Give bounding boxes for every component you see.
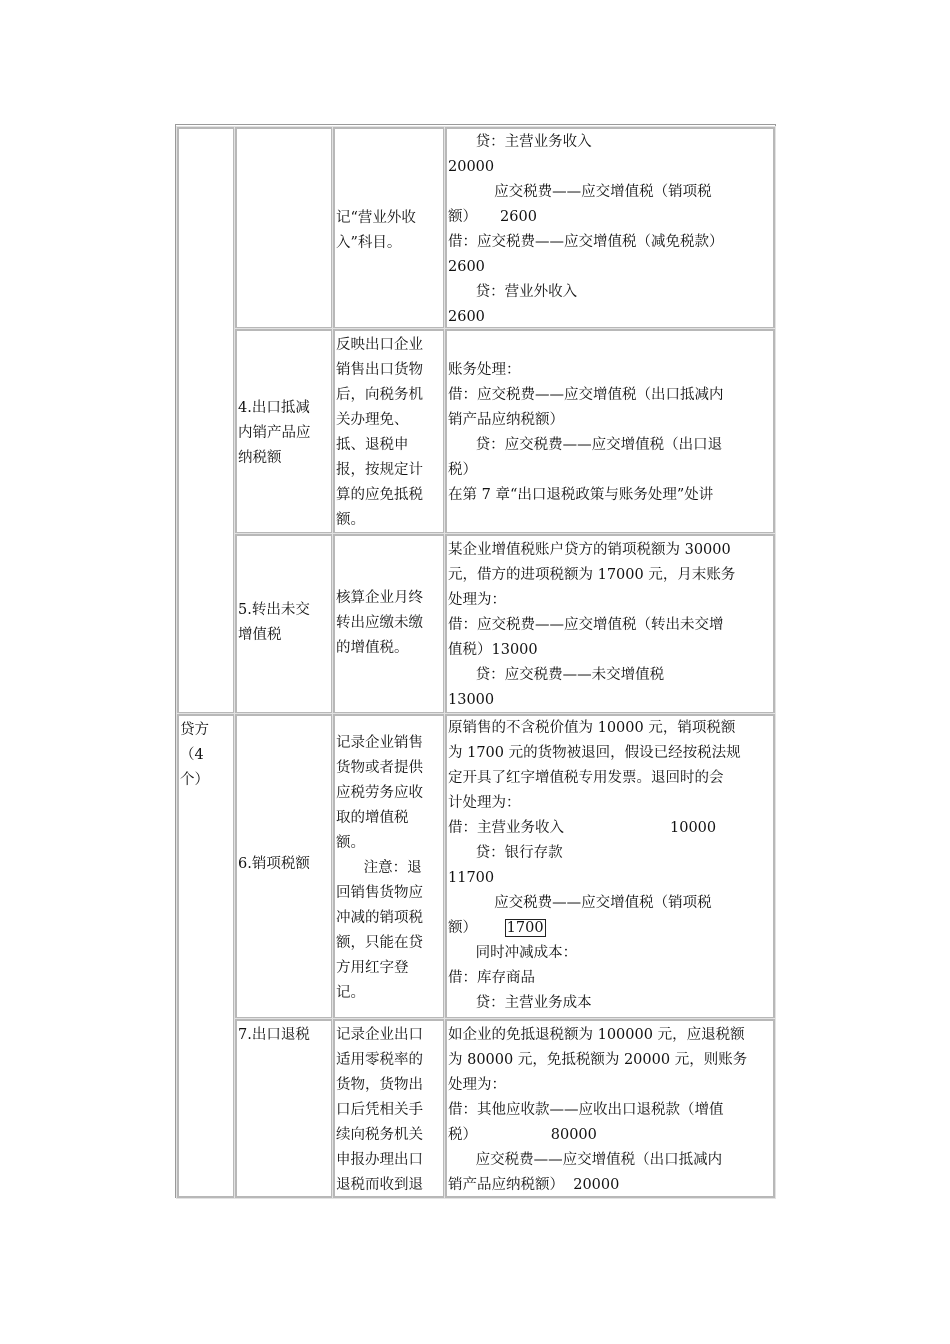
entry-line: 账务处理：: [448, 362, 521, 378]
item-line: 4.出口抵减: [238, 400, 310, 416]
desc-line: 货物或者提供: [336, 760, 423, 776]
entry-line: 应交税费——应交增值税（出口抵减内: [448, 1152, 723, 1168]
item-cell: [235, 127, 333, 329]
boxed-amount: 1700: [506, 920, 544, 936]
desc-line: 核算企业月终: [336, 590, 423, 606]
desc-line: 适用零税率的: [336, 1052, 423, 1068]
entry-line-with-box: [448, 916, 772, 941]
entry-line: 销产品应纳税额）: [448, 412, 564, 428]
entry-cell: [445, 534, 775, 714]
desc-line: 的增值税。: [336, 640, 409, 656]
desc-line: 销售出口货物: [336, 362, 423, 378]
desc-line: 反映出口企业: [336, 337, 423, 353]
entry-line: 2600: [448, 309, 485, 325]
desc-line: 冲减的销项税: [336, 910, 423, 926]
item-cell: [235, 714, 333, 1019]
desc-line: 后，向税务机: [336, 387, 423, 403]
desc-line: 额。: [336, 512, 365, 528]
entry-cell: [445, 1019, 775, 1198]
item-cell: [235, 1019, 333, 1198]
desc-cell: [333, 534, 445, 714]
entry-line: 计处理为：: [448, 795, 521, 811]
entry-line: 额）: [448, 920, 477, 936]
entry-line: 在第 7 章“出口退税政策与账务处理”处讲: [448, 487, 714, 503]
entry-line: 如企业的免抵退税额为 100000 元，应退税额: [448, 1027, 745, 1043]
desc-line: 方用红字登: [336, 960, 409, 976]
entry-line: 借：库存商品: [448, 970, 535, 986]
entry-line: 处理为：: [448, 592, 506, 608]
desc-line: 口后凭相关手: [336, 1102, 423, 1118]
entry-line: 为 1700 元的货物被退回，假设已经按税法规: [448, 745, 741, 761]
desc-cell: [333, 127, 445, 329]
desc-line: 记。: [336, 985, 365, 1001]
entry-line: 元，借方的进项税额为 17000 元，月末账务: [448, 567, 736, 583]
desc-cell: [333, 329, 445, 534]
entry-cell: [445, 329, 775, 534]
entry-line: 销产品应纳税额） 20000: [448, 1177, 620, 1193]
desc-line: 应税劳务应收: [336, 785, 423, 801]
entry-line: 借：应交税费——应交增值税（出口抵减内: [448, 387, 724, 403]
entry-line: 借：其他应收款——应收出口退税款（增值: [448, 1102, 724, 1118]
entry-line: 税） 80000: [448, 1127, 597, 1143]
entry-line: 同时冲减成本：: [448, 945, 578, 961]
entry-line: 借：应交税费——应交增值税（转出未交增: [448, 617, 724, 633]
entry-cell: [445, 714, 775, 1019]
entry-line: 贷：主营业务收入: [448, 134, 592, 150]
desc-line: 申报办理出口: [336, 1152, 423, 1168]
desc-line: 报，按规定计: [336, 462, 423, 478]
item-line: 5.转出未交: [238, 602, 310, 618]
item-line: 增值税: [238, 627, 282, 643]
desc-cell: [333, 714, 445, 1019]
entry-line: 应交税费——应交增值税（销项税: [448, 184, 712, 200]
desc-line: 记录企业出口: [336, 1027, 423, 1043]
desc-line: 续向税务机关: [336, 1127, 423, 1143]
desc-line: 记录企业销售: [336, 735, 423, 751]
entry-line: 值税）13000: [448, 642, 538, 658]
entry-line: 借：应交税费——应交增值税（减免税款）: [448, 234, 724, 250]
entry-line: 13000: [448, 692, 495, 708]
desc-line: 算的应免抵税: [336, 487, 423, 503]
desc-line: 取的增值税: [336, 810, 409, 826]
desc-cell: [333, 1019, 445, 1198]
item-cell: [235, 534, 333, 714]
category-label-line: 贷方（4: [180, 722, 209, 763]
desc-line: 转出应缴未缴: [336, 615, 423, 631]
desc-line: 入”科目。: [336, 235, 402, 251]
desc-line: 退税而收到退: [336, 1177, 423, 1193]
desc-line: 记“营业外收: [336, 210, 416, 226]
entry-line: 原销售的不含税价值为 10000 元，销项税额: [448, 720, 736, 736]
desc-line: 额，只能在贷: [336, 935, 423, 951]
entry-line: 处理为：: [448, 1077, 506, 1093]
desc-line: 注意：退: [336, 860, 422, 876]
entry-line: 为 80000 元，免抵税额为 20000 元，则账务: [448, 1052, 748, 1068]
entry-cell: [445, 127, 775, 329]
entry-line: 借：主营业务收入 10000: [448, 820, 717, 836]
entry-line: 贷：应交税费——未交增值税: [448, 667, 665, 683]
entry-line: 贷：应交税费——应交增值税（出口退: [448, 437, 723, 453]
desc-line: 抵、退税申: [336, 437, 409, 453]
item-line: 内销产品应: [238, 425, 311, 441]
entry-line: 税）: [448, 462, 477, 478]
desc-line: 额。: [336, 835, 365, 851]
entry-line: 某企业增值税账户贷方的销项税额为 30000: [448, 542, 731, 558]
entry-line: 贷：银行存款: [448, 845, 563, 861]
entry-line: 贷：营业外收入: [448, 284, 578, 300]
entry-line: 应交税费——应交增值税（销项税: [448, 895, 712, 911]
entry-line: 定开具了红字增值税专用发票。退回时的会: [448, 770, 724, 786]
category-cell-upper: [177, 127, 235, 714]
desc-line: 关办理免、: [336, 412, 409, 428]
item-cell: [235, 329, 333, 534]
desc-line: 货物，货物出: [336, 1077, 423, 1093]
category-cell-credit: [177, 714, 235, 1198]
desc-line: 回销售货物应: [336, 885, 423, 901]
entry-line: 20000: [448, 159, 495, 175]
entry-line: 11700: [448, 870, 495, 886]
category-label-line: 个）: [180, 772, 209, 788]
item-line: 6.销项税额: [238, 856, 310, 872]
item-line: 纳税额: [238, 450, 282, 466]
tax-accounting-table: [175, 124, 776, 1198]
entry-line: 贷：主营业务成本: [448, 995, 592, 1011]
entry-line: 额） 2600: [448, 209, 537, 225]
item-line: 7.出口退税: [238, 1027, 310, 1043]
entry-line: 2600: [448, 259, 485, 275]
